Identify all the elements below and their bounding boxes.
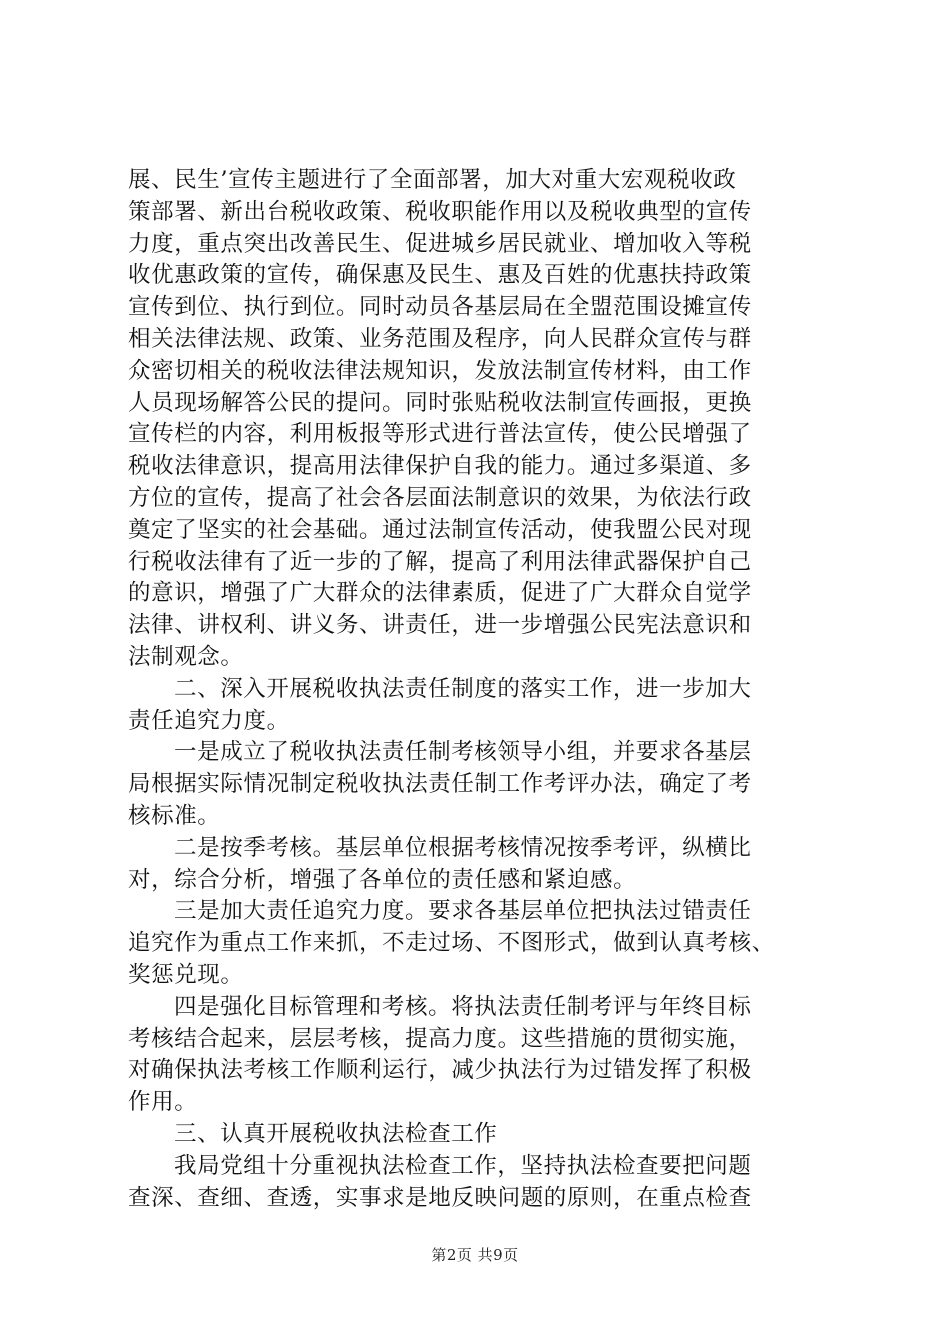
text-line: 宣传栏的内容，利用板报等形式进行普法宣传，使公民增强了: [128, 421, 752, 448]
text-line: 宣传到位、执行到位。同时动员各基层局在全盟范围设摊宣传: [128, 294, 752, 321]
text-line: 法制观念。: [128, 643, 244, 670]
text-line: 展、民生’宣传主题进行了全面部署，加大对重大宏观税收政: [128, 167, 737, 193]
text-line: 对确保执法考核工作顺利运行，减少执法行为过错发挥了积极: [128, 1057, 752, 1084]
text-line: 力度，重点突出改善民生、促进城乡居民就业、增加收入等税: [128, 230, 752, 257]
text-line: 一是成立了税收执法责任制考核领导小组，并要求各基层: [174, 739, 752, 766]
document-body: [128, 165, 828, 1214]
text-line: 方位的宣传，提高了社会各层面法制意识的效果，为依法行政: [128, 484, 752, 511]
text-line: 核标准。: [128, 802, 221, 829]
text-line: 局根据实际情况制定税收执法责任制工作考评办法，确定了考: [128, 771, 752, 798]
text-line: 查深、查细、查透，实事求是地反映问题的原则，在重点检查: [128, 1184, 752, 1211]
text-line: 相关法律法规、政策、业务范围及程序，向人民群众宣传与群: [128, 325, 752, 352]
text-line: 对，综合分析，增强了各单位的责任感和紧迫感。: [128, 866, 637, 893]
text-line: 三是加大责任追究力度。要求各基层单位把执法过错责任: [174, 898, 752, 925]
text-line: 奖惩兑现。: [128, 961, 244, 988]
text-line: 考核结合起来，层层考核，提高力度。这些措施的贯彻实施，: [128, 1025, 752, 1052]
section-heading-line: 责任追究力度。: [128, 707, 290, 734]
text-line: 四是强化目标管理和考核。将执法责任制考评与年终目标: [174, 993, 752, 1020]
text-line: 税收法律意识，提高用法律保护自我的能力。通过多渠道、多: [128, 453, 752, 480]
text-line: 作用。: [128, 1089, 198, 1116]
text-line: 行税收法律有了近一步的了解，提高了利用法律武器保护自己: [128, 548, 752, 575]
section-heading-line: 三、认真开展税收执法检查工作: [174, 1120, 498, 1147]
text-line: 追究作为重点工作来抓，不走过场、不图形式，做到认真考核、: [128, 930, 775, 957]
text-line: 奠定了坚实的社会基础。通过法制宣传活动，使我盟公民对现: [128, 516, 752, 543]
text-line: 我局党组十分重视执法检查工作，坚持执法检查要把问题: [174, 1152, 752, 1179]
text-line: 二是按季考核。基层单位根据考核情况按季考评，纵横比: [174, 834, 752, 861]
section-heading-line: 二、深入开展税收执法责任制度的落实工作，进一步加大: [174, 675, 752, 702]
text-line: 收优惠政策的宣传，确保惠及民生、惠及百姓的优惠扶持政策: [128, 262, 752, 289]
text-line: 法律、讲权利、讲义务、讲责任，进一步增强公民宪法意识和: [128, 612, 752, 639]
text-line: 的意识，增强了广大群众的法律素质，促进了广大群众自觉学: [128, 580, 752, 607]
text-line: 人员现场解答公民的提问。同时张贴税收法制宣传画报，更换: [128, 389, 752, 416]
page-number-footer: 第2页 共9页: [431, 1246, 519, 1264]
text-line: 众密切相关的税收法律法规知识，发放法制宣传材料，由工作: [128, 357, 752, 384]
text-line: 策部署、新出台税收政策、税收职能作用以及税收典型的宣传: [128, 198, 752, 225]
